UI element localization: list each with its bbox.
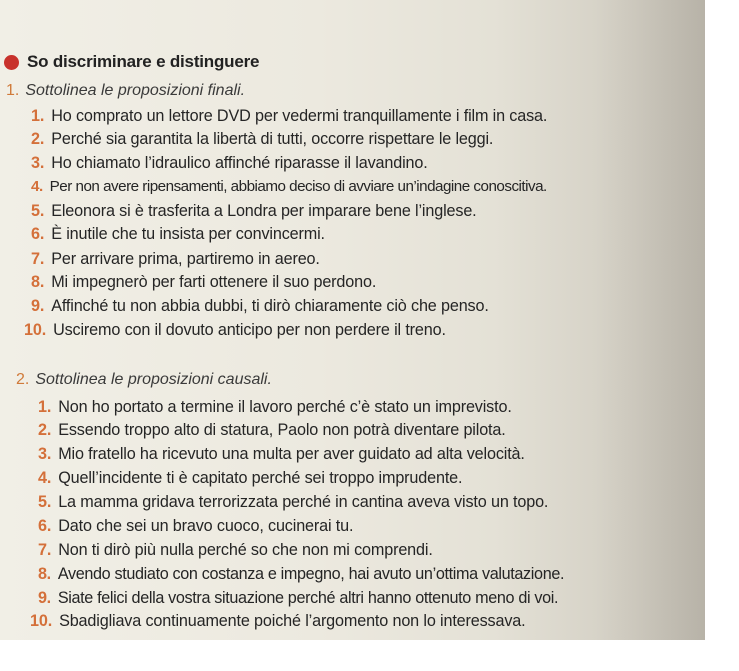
list-item	[38, 589, 558, 608]
exercise-2-title	[16, 371, 272, 389]
exercise-1-title	[6, 82, 245, 100]
list-item	[31, 107, 547, 126]
item-number: 3.	[38, 445, 52, 463]
item-number: 9.	[31, 297, 45, 315]
item-text: Dato che sei un bravo cuoco, cucinerai tu.	[58, 517, 354, 535]
item-text: Ho chiamato l’idraulico affinché riparasse il lavandino.	[51, 154, 428, 172]
list-item	[38, 493, 548, 512]
list-item	[38, 469, 462, 488]
item-number: 10.	[24, 321, 47, 339]
section-heading: So discriminare e distinguere	[27, 52, 260, 71]
red-bullet-icon	[4, 55, 19, 70]
exercise-2-instruction: Sottolinea le proposizioni causali.	[35, 371, 272, 388]
item-text: Avendo studiato con costanza e impegno, hai avuto un’ottima valutazione.	[57, 565, 565, 583]
item-text: Quell’incidente ti è capitato perché sei troppo imprudente.	[58, 469, 463, 487]
item-text: Affinché tu non abbia dubbi, ti dirò chiaramente ciò che penso.	[51, 297, 489, 315]
item-text: Non ho portato a termine il lavoro perché c’è stato un imprevisto.	[58, 398, 512, 416]
item-number: 1.	[31, 107, 45, 125]
item-number: 2.	[31, 130, 45, 148]
item-number: 6.	[38, 517, 52, 535]
item-number: 10.	[30, 612, 53, 630]
list-item	[38, 421, 506, 440]
list-item	[30, 612, 526, 631]
list-item	[38, 445, 525, 464]
item-text: La mamma gridava terrorizzata perché in cantina aveva visto un topo.	[58, 493, 549, 511]
item-number: 8.	[31, 273, 45, 291]
list-item	[31, 178, 547, 195]
list-item	[38, 398, 512, 417]
item-number: 4.	[38, 469, 52, 487]
item-number: 5.	[38, 493, 52, 511]
list-item	[38, 565, 564, 584]
item-text: Per non avere ripensamenti, abbiamo deciso di avviare un’indagine conoscitiva.	[49, 178, 547, 195]
item-text: Mi impegnerò per farti ottenere il suo perdono.	[51, 273, 377, 291]
item-number: 3.	[31, 154, 45, 172]
exercise-2-number: 2.	[16, 371, 30, 388]
item-number: 1.	[38, 398, 52, 416]
item-text: Ho comprato un lettore DVD per vedermi tranquillamente i film in casa.	[51, 107, 548, 125]
list-item	[31, 225, 325, 244]
item-text: Usciremo con il dovuto anticipo per non perdere il treno.	[53, 321, 446, 339]
item-number: 2.	[38, 421, 52, 439]
item-text: Sbadigliava continuamente poiché l’argomento non lo interessava.	[59, 612, 526, 630]
item-number: 9.	[38, 589, 51, 607]
list-item	[31, 250, 320, 269]
exercise-1-number: 1.	[6, 82, 20, 99]
item-number: 8.	[38, 565, 51, 583]
item-number: 6.	[31, 225, 45, 243]
item-text: Eleonora si è trasferita a Londra per imparare bene l’inglese.	[51, 202, 477, 220]
item-text: È inutile che tu insista per convincermi.	[51, 225, 325, 243]
list-item	[38, 517, 353, 536]
list-item	[31, 202, 477, 221]
item-number: 7.	[38, 541, 52, 559]
item-text: Essendo troppo alto di statura, Paolo non potrà diventare pilota.	[58, 421, 506, 439]
exercise-1-instruction: Sottolinea le proposizioni finali.	[25, 82, 246, 99]
item-text: Mio fratello ha ricevuto una multa per aver guidato ad alta velocità.	[58, 445, 525, 463]
item-number: 7.	[31, 250, 45, 268]
list-item	[31, 273, 376, 292]
item-text: Non ti dirò più nulla perché so che non mi comprendi.	[58, 541, 433, 559]
item-text: Siate felici della vostra situazione perché altri hanno ottenuto meno di voi.	[57, 589, 559, 607]
list-item	[38, 541, 433, 560]
item-text: Perché sia garantita la libertà di tutti, occorre rispettare le leggi.	[51, 130, 494, 148]
list-item	[31, 297, 489, 316]
item-text: Per arrivare prima, partiremo in aereo.	[51, 250, 320, 268]
section-heading-row	[4, 52, 259, 72]
item-number: 4.	[31, 178, 43, 195]
list-item	[24, 321, 446, 340]
list-item	[31, 154, 428, 173]
item-number: 5.	[31, 202, 45, 220]
list-item	[31, 130, 493, 149]
